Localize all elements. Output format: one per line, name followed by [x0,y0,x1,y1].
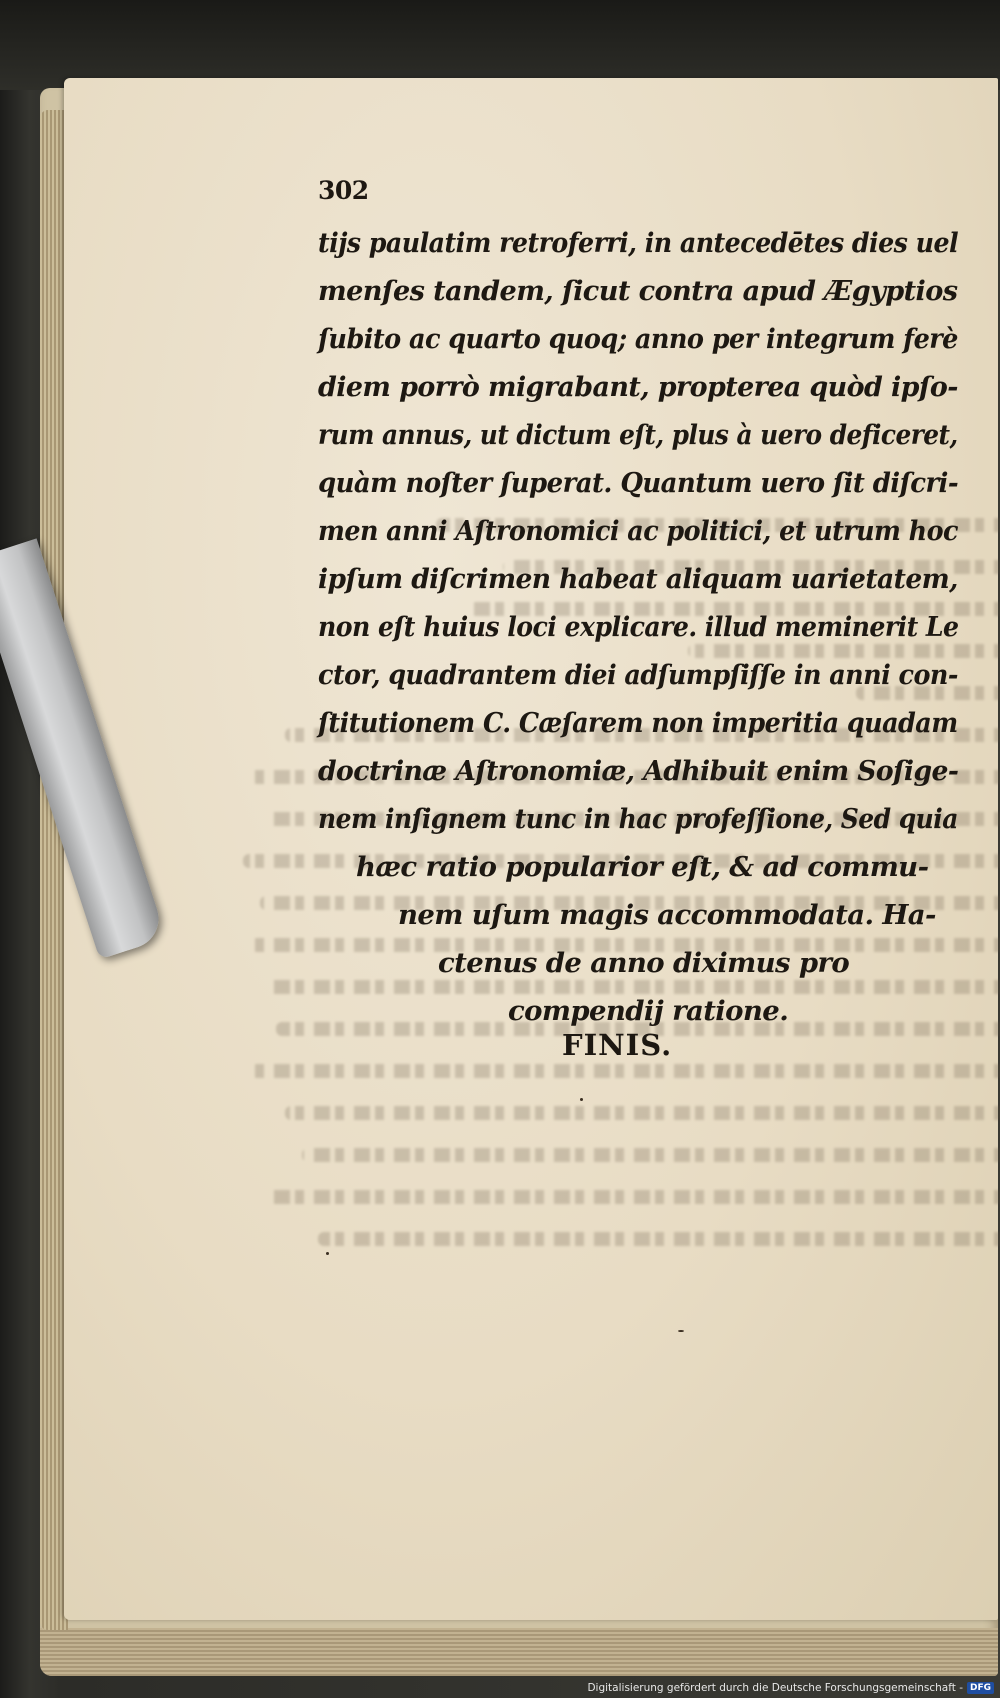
book-page [64,78,998,1620]
credit-text: Digitalisierung gefördert durch die Deutsche Forschungsgemeinschaft - [587,1682,963,1694]
text-line: tijs paulatim retroferri, in antecedētes dies uel [318,227,959,259]
digitization-credit [587,1682,994,1694]
dfg-logo: DFG [967,1682,994,1694]
ink-speck [580,1098,583,1101]
text-line: hæc ratio popularior eſt, & ad commu- [356,851,929,883]
text-line: compendij ratione. [508,995,789,1027]
text-line: ſubito ac quarto quoq; anno per integrum ferè [318,323,958,355]
text-line: quàm noſter ſuperat. Quantum uero ſit diſcri- [318,467,959,499]
text-line: ctor, quadrantem diei adſumpſiſſe in anni con- [318,659,958,691]
text-line: nem uſum magis accommodata. Ha- [398,899,936,931]
top-shadow [0,0,1000,90]
text-line: ſtitutionem C. Cæſarem non imperitia quadam [318,707,958,739]
text-line: doctrinæ Aſtronomiæ, Adhibuit enim Soſige- [318,755,959,787]
ink-speck [326,1252,329,1255]
page-number: 302 [318,176,369,205]
ink-speck [678,1330,684,1332]
text-line: diem porrò migrabant, propterea quòd ipſo- [318,371,958,403]
text-line: ctenus de anno diximus pro [438,947,850,979]
text-line: rum annus, ut dictum eſt, plus à uero deficeret, [318,419,958,451]
text-line: nem inſignem tunc in hac profeſſione, Sed quia [318,803,958,835]
text-line: men anni Aſtronomici ac politici, et utrum hoc [318,515,958,547]
finis-heading: FINIS. [562,1028,673,1062]
text-line: non eſt huius loci explicare. illud meminerit Le [318,611,959,643]
text-line: ipſum diſcrimen habeat aliquam uarietatem, [318,563,958,595]
text-line: menſes tandem, ſicut contra apud Ægyptios [318,275,958,307]
